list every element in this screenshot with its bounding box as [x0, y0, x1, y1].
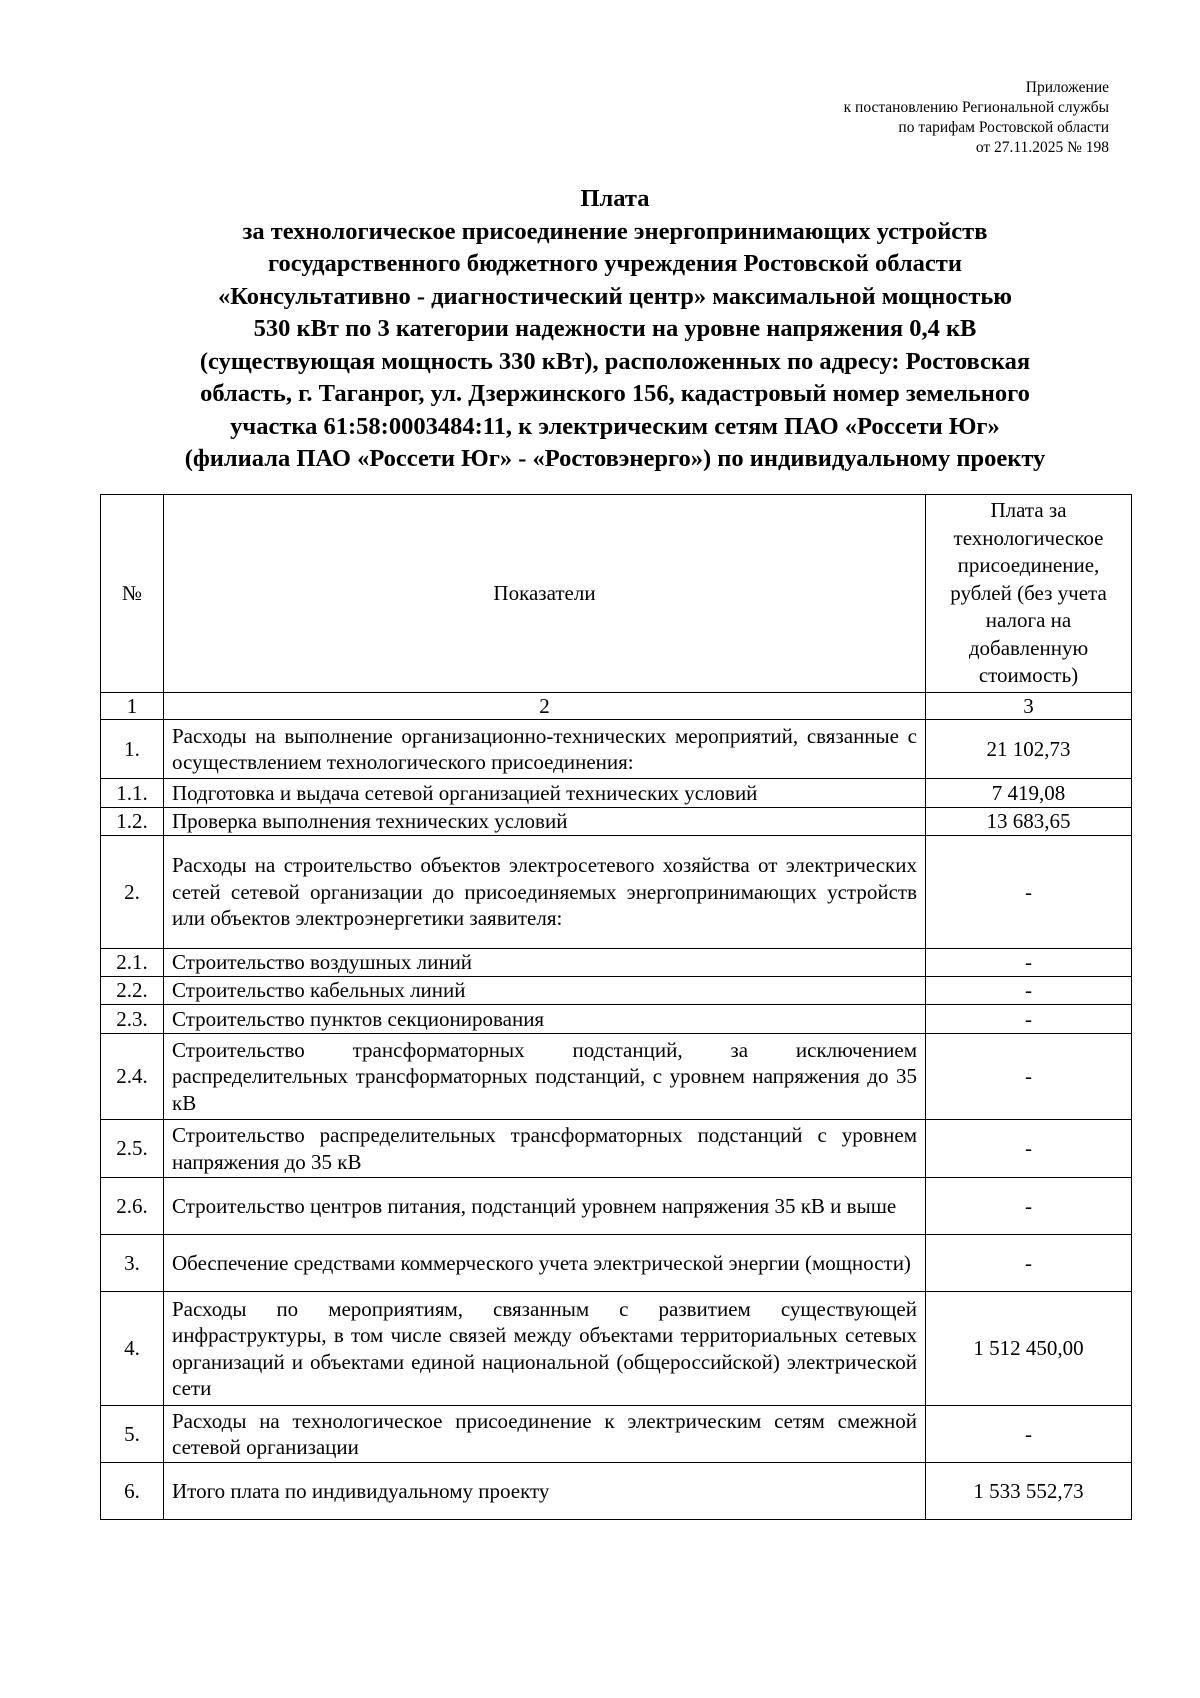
table-row [101, 949, 1132, 977]
table-row [101, 836, 1132, 949]
table-row [101, 1178, 1132, 1235]
title-line: 530 кВт по 3 категории надежности на уровне напряжения 0,4 кВ [253, 315, 977, 342]
row-value: - [926, 949, 1132, 977]
appendix-line: по тарифам Ростовской области [898, 119, 1109, 136]
table-row [101, 1120, 1132, 1178]
row-num: 1. [101, 720, 164, 779]
row-name: Обеспечение средствами коммерческого учета электрической энергии (мощности) [164, 1235, 926, 1292]
title-line: «Консультативно - диагностический центр» максимальной мощностью [217, 282, 1013, 310]
row-num: 6. [101, 1463, 164, 1520]
row-value: - [926, 1235, 1132, 1292]
row-num: 2.3. [101, 1005, 164, 1034]
row-name: Итого плата по индивидуальному проекту [164, 1463, 926, 1520]
column-index-cell: 3 [926, 693, 1132, 720]
row-num: 2.6. [101, 1178, 164, 1235]
title-line: (существующая мощность 330 кВт), расположенных по адресу: Ростовская [199, 347, 1031, 375]
row-num: 2.4. [101, 1034, 164, 1120]
header-name: Показатели [164, 495, 926, 693]
table-row [101, 1406, 1132, 1463]
row-name: Расходы по мероприятиям, связанным с развитием существующей инфраструктуры, в том числе связей между объектами территориальных сетевых организаций и объектами единой национальной (общероссийской) электрической сети [164, 1292, 926, 1406]
table-row [101, 1235, 1132, 1292]
row-value: - [926, 1034, 1132, 1120]
appendix-line: от 27.11.2025 № 198 [975, 139, 1109, 156]
title-line: область, г. Таганрог, ул. Дзержинского 156, кадастровый номер земельного [200, 380, 1030, 407]
row-name: Расходы на технологическое присоединение к электрическим сетям смежной сетевой организации [164, 1406, 926, 1463]
row-name: Строительство распределительных трансформаторных подстанций с уровнем напряжения до 35 кВ [164, 1120, 926, 1178]
title-line: (филиала ПАО «Россети Юг» - «Ростовэнерго») по индивидуальному проекту [184, 445, 1046, 472]
row-value: 1 512 450,00 [926, 1292, 1132, 1406]
column-index-cell: 2 [164, 693, 926, 720]
row-value: 7 419,08 [926, 779, 1132, 808]
appendix-block [844, 78, 1109, 158]
row-num: 5. [101, 1406, 164, 1463]
row-num: 2.2. [101, 977, 164, 1005]
table-row [101, 1034, 1132, 1120]
row-name: Проверка выполнения технических условий [164, 808, 926, 836]
column-index-cell: 1 [101, 693, 164, 720]
table-row [101, 808, 1132, 836]
table-row [101, 1292, 1132, 1406]
header-num: № [101, 495, 164, 693]
row-value: 1 533 552,73 [926, 1463, 1132, 1520]
column-index-row [101, 693, 1132, 720]
row-num: 3. [101, 1235, 164, 1292]
row-name: Подготовка и выдача сетевой организацией технических условий [164, 779, 926, 808]
row-num: 2.5. [101, 1120, 164, 1178]
document-title [100, 183, 1130, 476]
appendix-line: Приложение [1025, 79, 1109, 96]
row-value: 13 683,65 [926, 808, 1132, 836]
title-line: за технологическое присоединение энергопринимающих устройств [242, 217, 988, 245]
row-value: - [926, 1178, 1132, 1235]
title-line: участка 61:58:0003484:11, к электрическим сетям ПАО «Россети Юг» [230, 412, 1000, 440]
row-value: - [926, 836, 1132, 949]
title-line: Плата [580, 185, 650, 212]
table-row [101, 1463, 1132, 1520]
title-line: государственного бюджетного учреждения Ростовской области [268, 250, 962, 277]
row-name: Расходы на выполнение организационно-технических мероприятий, связанные с осуществлением технологического присоединения: [164, 720, 926, 779]
row-num: 2. [101, 836, 164, 949]
row-num: 1.2. [101, 808, 164, 836]
row-name: Строительство кабельных линий [164, 977, 926, 1005]
row-value: - [926, 1005, 1132, 1034]
row-name: Строительство центров питания, подстанций уровнем напряжения 35 кВ и выше [164, 1178, 926, 1235]
row-value: 21 102,73 [926, 720, 1132, 779]
row-num: 1.1. [101, 779, 164, 808]
table-header-row [101, 495, 1132, 693]
row-name: Строительство воздушных линий [164, 949, 926, 977]
row-name: Строительство трансформаторных подстанций, за исключением распределительных трансформаторных подстанций, с уровнем напряжения до 35 кВ [164, 1034, 926, 1120]
header-value: Плата за технологическое присоединение, рублей (без учета налога на добавленную стоимость) [926, 495, 1132, 693]
row-num: 2.1. [101, 949, 164, 977]
table-row [101, 977, 1132, 1005]
row-value: - [926, 1120, 1132, 1178]
table-row [101, 1005, 1132, 1034]
row-num: 4. [101, 1292, 164, 1406]
appendix-line: к постановлению Региональной службы [843, 99, 1109, 116]
table-row [101, 779, 1132, 808]
row-name: Строительство пунктов секционирования [164, 1005, 926, 1034]
row-value: - [926, 977, 1132, 1005]
tariff-table [100, 494, 1132, 1520]
row-name: Расходы на строительство объектов электросетевого хозяйства от электрических сетей сетевой организации до присоединяемых энергопринимающих устройств или объектов электроэнергетики заявителя: [164, 836, 926, 949]
table-row [101, 720, 1132, 779]
row-value: - [926, 1406, 1132, 1463]
